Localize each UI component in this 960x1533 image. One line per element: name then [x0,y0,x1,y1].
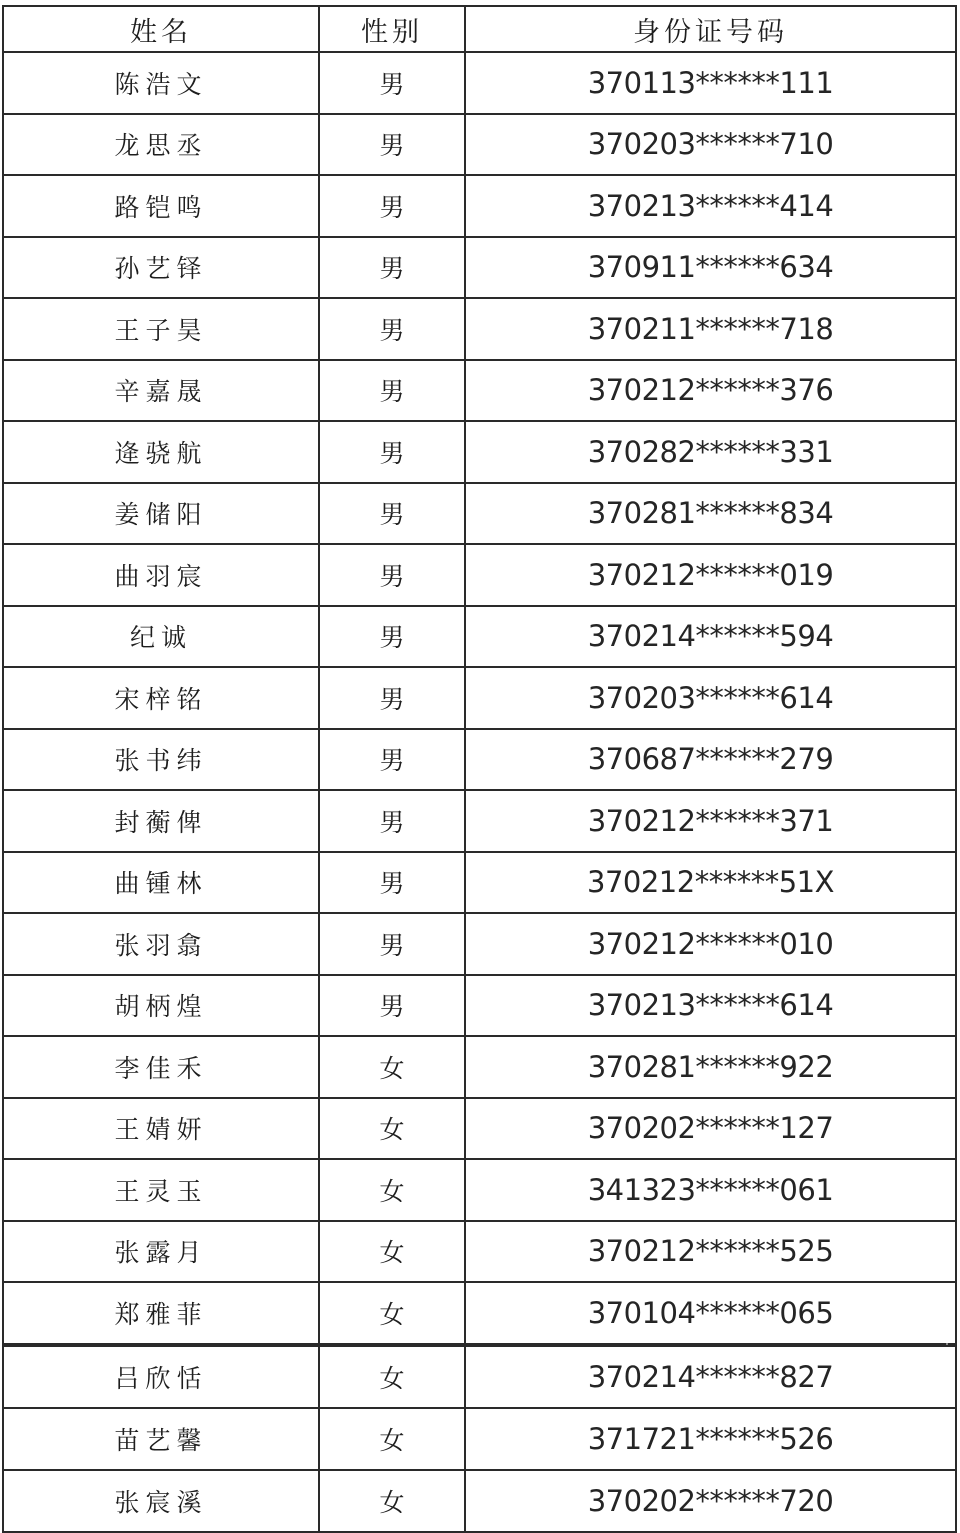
table-row [3,1408,956,1470]
name-cell: 龙思丞 [3,114,319,176]
header-name: 姓名 [3,6,319,52]
id-number-cell: 370214******594 [465,606,956,668]
gender-cell: 男 [319,52,465,114]
table-row [3,729,956,791]
gender-cell: 男 [319,729,465,791]
table-row [3,1346,956,1408]
gender-cell: 男 [319,298,465,360]
id-number-cell: 370212******51X [465,852,956,914]
name-cell: 吕欣恬 [3,1346,319,1408]
id-number-cell: 370212******010 [465,913,956,975]
id-number-cell: 370212******525 [465,1221,956,1283]
name-cell: 郑雅菲 [3,1282,319,1344]
name-cell: 纪诚 [3,606,319,668]
id-number-cell: 370911******634 [465,237,956,299]
name-cell: 李佳禾 [3,1036,319,1098]
table-row [3,1221,956,1283]
id-number-cell: 341323******061 [465,1159,956,1221]
gender-cell: 男 [319,360,465,422]
gender-cell: 男 [319,483,465,545]
name-cell: 胡柄煌 [3,975,319,1037]
table-row [3,175,956,237]
table-row [3,606,956,668]
name-cell: 王灵玉 [3,1159,319,1221]
id-number-cell: 370211******718 [465,298,956,360]
gender-cell: 女 [319,1098,465,1160]
table-row [3,1036,956,1098]
table-header-row [3,6,956,52]
roster-table-continued [2,1345,957,1533]
gender-cell: 男 [319,975,465,1037]
table-row [3,52,956,114]
id-number-cell: 370203******614 [465,667,956,729]
gender-cell: 女 [319,1221,465,1283]
table-row [3,421,956,483]
id-number-cell: 370113******111 [465,52,956,114]
header-gender: 性别 [319,6,465,52]
name-cell: 姜储阳 [3,483,319,545]
gender-cell: 男 [319,606,465,668]
name-cell: 路铠鸣 [3,175,319,237]
header-id-number: 身份证号码 [465,6,956,52]
table-body-continued [3,1346,956,1532]
id-number-cell: 370212******019 [465,544,956,606]
gender-cell: 女 [319,1159,465,1221]
gender-cell: 男 [319,175,465,237]
name-cell: 逄骁航 [3,421,319,483]
gender-cell: 女 [319,1036,465,1098]
id-number-cell: 370202******127 [465,1098,956,1160]
gender-cell: 女 [319,1470,465,1532]
gender-cell: 男 [319,790,465,852]
id-number-cell: 370202******720 [465,1470,956,1532]
name-cell: 辛嘉晟 [3,360,319,422]
id-number-cell: 371721******526 [465,1408,956,1470]
name-cell: 张露月 [3,1221,319,1283]
gender-cell: 男 [319,114,465,176]
gender-cell: 男 [319,544,465,606]
table-row [3,852,956,914]
gender-cell: 女 [319,1408,465,1470]
gender-cell: 男 [319,421,465,483]
id-number-cell: 370281******834 [465,483,956,545]
table-row [3,1159,956,1221]
gender-cell: 女 [319,1346,465,1408]
table-row [3,544,956,606]
table-row [3,1470,956,1532]
table-row [3,237,956,299]
gender-cell: 女 [319,1282,465,1344]
id-number-cell: 370282******331 [465,421,956,483]
name-cell: 苗艺馨 [3,1408,319,1470]
table-row [3,1282,956,1344]
id-number-cell: 370212******371 [465,790,956,852]
table-body [3,52,956,1344]
gender-cell: 男 [319,237,465,299]
id-number-cell: 370104******065 [465,1282,956,1344]
table-row [3,298,956,360]
name-cell: 曲羽宸 [3,544,319,606]
id-number-cell: 370214******827 [465,1346,956,1408]
name-cell: 宋梓铭 [3,667,319,729]
id-number-cell: 370203******710 [465,114,956,176]
table-row [3,1098,956,1160]
id-number-cell: 370213******614 [465,975,956,1037]
table-row [3,483,956,545]
id-number-cell: 370281******922 [465,1036,956,1098]
id-number-cell: 370213******414 [465,175,956,237]
table-row [3,667,956,729]
roster-table [2,5,957,1345]
gender-cell: 男 [319,852,465,914]
name-cell: 张羽翕 [3,913,319,975]
name-cell: 张宸溪 [3,1470,319,1532]
table-row [3,790,956,852]
name-cell: 王子昊 [3,298,319,360]
name-cell: 曲锺林 [3,852,319,914]
name-cell: 王婧妍 [3,1098,319,1160]
name-cell: 陈浩文 [3,52,319,114]
gender-cell: 男 [319,913,465,975]
table-row [3,360,956,422]
gender-cell: 男 [319,667,465,729]
table-row [3,913,956,975]
id-number-cell: 370687******279 [465,729,956,791]
name-cell: 孙艺铎 [3,237,319,299]
table-row [3,975,956,1037]
name-cell: 封蘅俾 [3,790,319,852]
table-row [3,114,956,176]
name-cell: 张书纬 [3,729,319,791]
id-number-cell: 370212******376 [465,360,956,422]
